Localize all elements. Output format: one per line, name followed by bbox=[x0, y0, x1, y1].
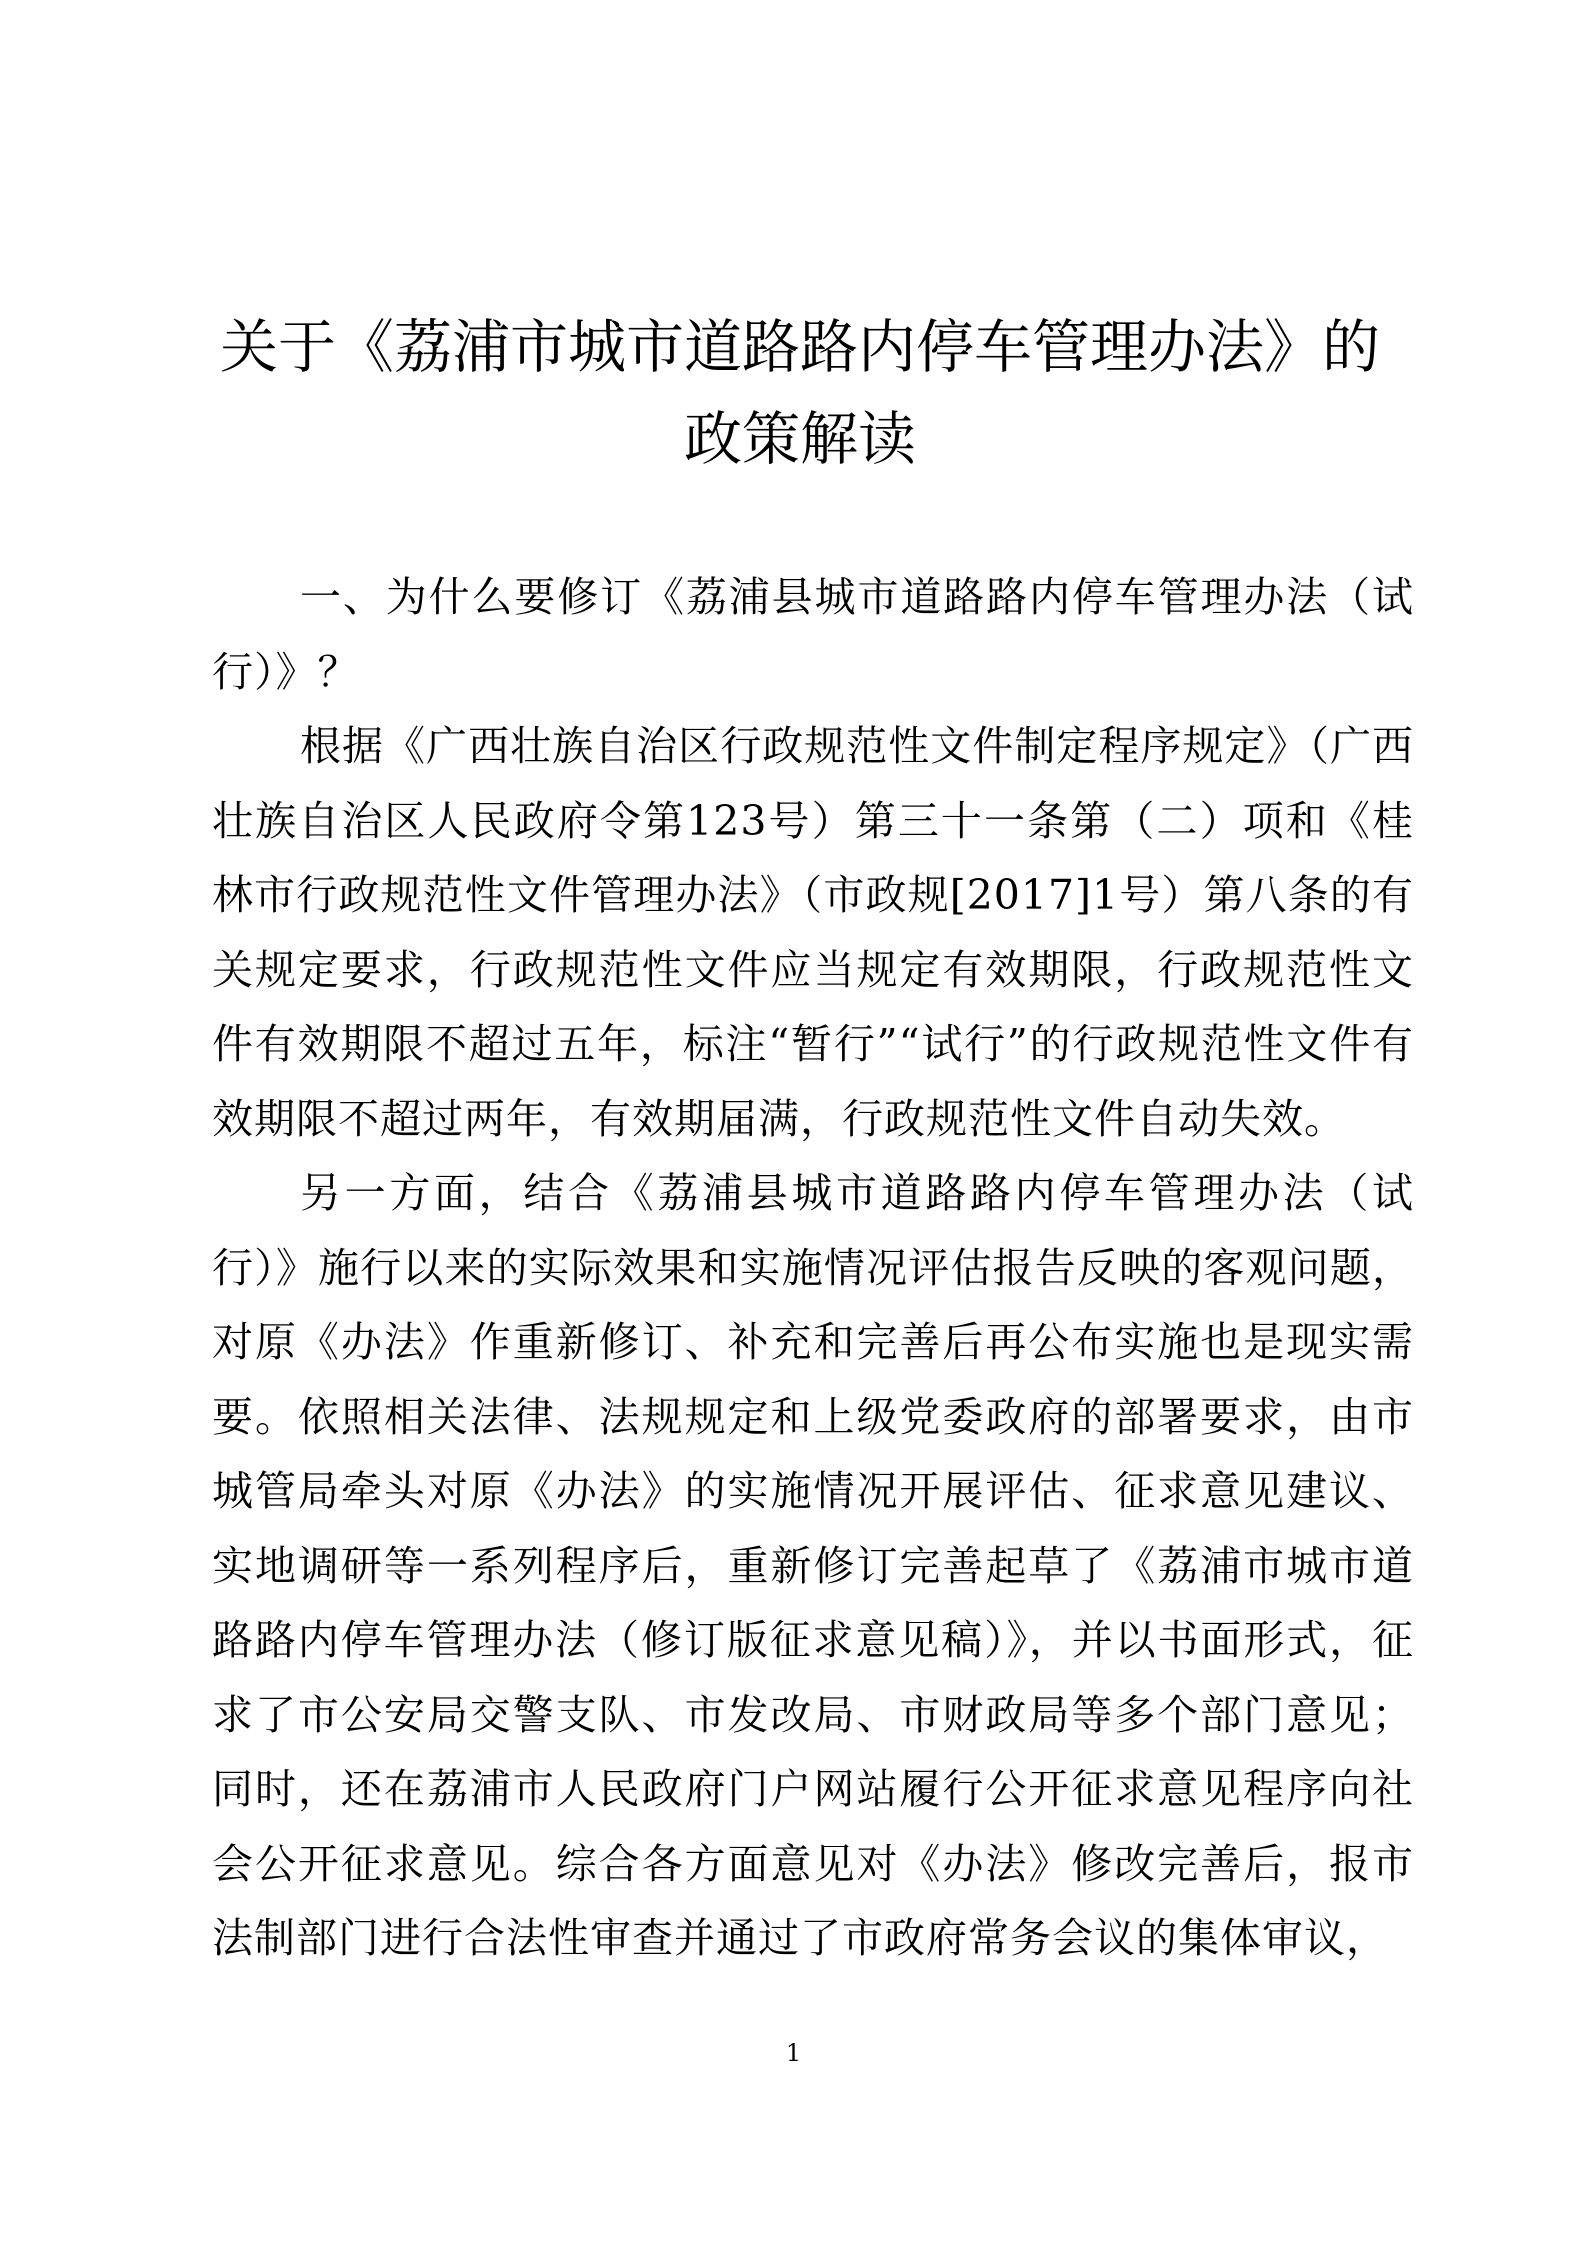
paragraph-1: 根据《广西壮族自治区行政规范性文件制定程序规定》（广西壮族自治区人民政府令第123号）第三十一条第（二）项和《桂林市行政规范性文件管理办法》（市政规[2017]1号）第八条的有关规定要求，行政规范性文件应当规定有效期限，行政规范性文件有效期限不超过五年，标注“暂行”“试行”的行政规范性文件有效期限不超过两年，有效期届满，行政规范性文件自动失效。 bbox=[212, 722, 1414, 1143]
page-title-line-2: 政策解读 bbox=[683, 405, 916, 473]
section-heading: 一、为什么要修订《荔浦县城市道路路内停车管理办法（试行）》？ bbox=[212, 573, 1414, 696]
document-body bbox=[212, 560, 1414, 1976]
page-number: 1 bbox=[785, 2039, 802, 2067]
paragraph-2: 另一方面，结合《荔浦县城市道路路内停车管理办法（试行）》施行以来的实际效果和实施情况评估报告反映的客观问题，对原《办法》作重新修订、补充和完善后再公布实施也是现实需要。依照相关法律、法规规定和上级党委政府的部署要求，由市城管局牵头对原《办法》的实施情况开展评估、征求意见建议、实地调研等一系列程序后，重新修订完善起草了《荔浦市城市道路路内停车管理办法（修订版征求意见稿）》，并以书面形式，征求了市公安局交警支队、市发改局、市财政局等多个部门意见；同时，还在荔浦市人民政府门户网站履行公开征求意见程序向社会公开征求意见。综合各方面意见对《办法》修改完善后，报市法制部门进行合法性审查并通过了市政府常务会议的集体审议， bbox=[212, 1169, 1414, 1962]
page-title-line-1: 关于《荔浦市城市道路路内停车管理办法》的 bbox=[219, 313, 1380, 381]
